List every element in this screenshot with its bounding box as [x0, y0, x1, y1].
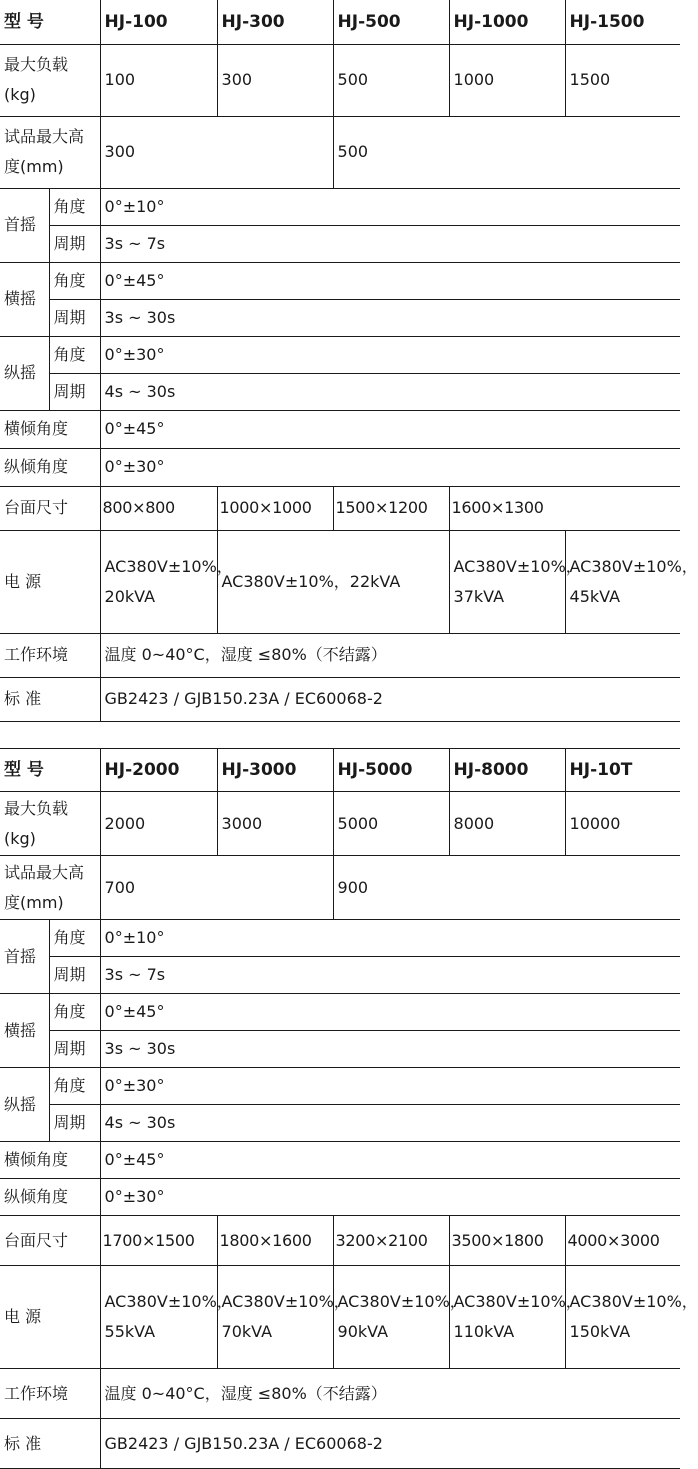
power-value: AC380V±10%，90kVA: [333, 1266, 449, 1369]
roll-label: 横摇: [0, 994, 49, 1068]
table-size-value: 1000×1000: [217, 486, 333, 530]
power-value: AC380V±10%，55kVA: [100, 1266, 217, 1369]
heel-row: [0, 410, 680, 448]
power-label: 电 源: [0, 530, 100, 633]
max-load-value: 5000: [333, 792, 449, 856]
roll-period-row: [0, 1031, 680, 1068]
roll-angle-value: 0°±45°: [100, 994, 680, 1031]
model-name: HJ-500: [333, 0, 449, 44]
heel-value: 0°±45°: [100, 1142, 680, 1179]
table-size-value: 1600×1300: [449, 486, 680, 530]
max-load-row: [0, 44, 680, 116]
max-height-value: 900: [333, 856, 680, 920]
model-row: [0, 0, 680, 44]
max-height-row: [0, 116, 680, 188]
table-size-value: 3500×1800: [449, 1216, 565, 1266]
trim-row: [0, 448, 680, 486]
table-size-value: 3200×2100: [333, 1216, 449, 1266]
yaw-period-label: 周期: [49, 373, 100, 410]
yaw-label: 纵摇: [0, 336, 49, 410]
roll-period-label: 周期: [49, 1031, 100, 1068]
spec-table-1: [0, 0, 698, 722]
roll-angle-value: 0°±45°: [100, 262, 680, 299]
trim-value: 0°±30°: [100, 448, 680, 486]
power-row: [0, 1266, 680, 1369]
power-value: AC380V±10%，37kVA: [449, 530, 565, 633]
max-height-value: 700: [100, 856, 333, 920]
yaw-angle-value: 0°±30°: [100, 336, 680, 373]
pitch-angle-value: 0°±10°: [100, 920, 680, 957]
power-value: AC380V±10%，45kVA: [565, 530, 680, 633]
env-label: 工作环境: [0, 633, 100, 677]
max-height-row: [0, 856, 680, 920]
env-value: 温度 0~40°C，湿度 ≤80%（不结露）: [100, 1369, 680, 1419]
pitch-period-value: 3s ~ 7s: [100, 225, 680, 262]
power-value: AC380V±10%，22kVA: [217, 530, 449, 633]
pitch-angle-label: 角度: [49, 920, 100, 957]
table-size-label: 台面尺寸: [0, 1216, 100, 1266]
env-value: 温度 0~40°C，湿度 ≤80%（不结露）: [100, 633, 680, 677]
pitch-angle-label: 角度: [49, 188, 100, 225]
roll-label: 横摇: [0, 262, 49, 336]
max-load-label: 最大负载(kg): [0, 792, 100, 856]
pitch-period-label: 周期: [49, 225, 100, 262]
model-name: HJ-3000: [217, 749, 333, 792]
model-name: HJ-5000: [333, 749, 449, 792]
max-load-value: 2000: [100, 792, 217, 856]
pitch-period-row: [0, 225, 680, 262]
pitch-angle-row: [0, 188, 680, 225]
pitch-period-value: 3s ~ 7s: [100, 957, 680, 994]
pitch-label: 首摇: [0, 188, 49, 262]
env-label: 工作环境: [0, 1369, 100, 1419]
trim-label: 纵倾角度: [0, 448, 100, 486]
model-name: HJ-100: [100, 0, 217, 44]
yaw-period-row: [0, 1105, 680, 1142]
max-load-value: 8000: [449, 792, 565, 856]
standard-row: [0, 1419, 680, 1469]
max-height-value: 300: [100, 116, 333, 188]
pitch-angle-row: [0, 920, 680, 957]
table-size-value: 800×800: [100, 486, 217, 530]
heel-row: [0, 1142, 680, 1179]
roll-period-value: 3s ~ 30s: [100, 299, 680, 336]
trim-value: 0°±30°: [100, 1179, 680, 1216]
power-value: AC380V±10%，20kVA: [100, 530, 217, 633]
yaw-period-label: 周期: [49, 1105, 100, 1142]
pitch-period-label: 周期: [49, 957, 100, 994]
yaw-angle-label: 角度: [49, 336, 100, 373]
max-load-value: 100: [100, 44, 217, 116]
roll-period-value: 3s ~ 30s: [100, 1031, 680, 1068]
table-size-label: 台面尺寸: [0, 486, 100, 530]
roll-angle-label: 角度: [49, 994, 100, 1031]
power-label: 电 源: [0, 1266, 100, 1369]
power-value: AC380V±10%，110kVA: [449, 1266, 565, 1369]
pitch-label: 首摇: [0, 920, 49, 994]
yaw-period-value: 4s ~ 30s: [100, 1105, 680, 1142]
standard-value: GB2423 / GJB150.23A / EC60068-2: [100, 1419, 680, 1469]
model-name: HJ-8000: [449, 749, 565, 792]
model-name: HJ-1000: [449, 0, 565, 44]
model-label: 型 号: [0, 749, 100, 792]
yaw-angle-label: 角度: [49, 1068, 100, 1105]
roll-angle-label: 角度: [49, 262, 100, 299]
table-size-row: [0, 486, 680, 530]
pitch-angle-value: 0°±10°: [100, 188, 680, 225]
model-name: HJ-1500: [565, 0, 680, 44]
env-row: [0, 633, 680, 677]
max-load-value: 1500: [565, 44, 680, 116]
model-name: HJ-2000: [100, 749, 217, 792]
spec-table-2: [0, 748, 698, 1469]
max-load-row: [0, 792, 680, 856]
trim-row: [0, 1179, 680, 1216]
heel-label: 横倾角度: [0, 410, 100, 448]
heel-label: 横倾角度: [0, 1142, 100, 1179]
max-load-value: 500: [333, 44, 449, 116]
max-load-value: 300: [217, 44, 333, 116]
roll-angle-row: [0, 994, 680, 1031]
max-load-label: 最大负载(kg): [0, 44, 100, 116]
table-size-value: 1500×1200: [333, 486, 449, 530]
power-row: [0, 530, 680, 633]
max-height-label: 试品最大高度(mm): [0, 116, 100, 188]
yaw-angle-row: [0, 336, 680, 373]
env-row: [0, 1369, 680, 1419]
model-name: HJ-300: [217, 0, 333, 44]
model-row: [0, 749, 680, 792]
standard-row: [0, 677, 680, 721]
standard-value: GB2423 / GJB150.23A / EC60068-2: [100, 677, 680, 721]
roll-period-label: 周期: [49, 299, 100, 336]
roll-period-row: [0, 299, 680, 336]
model-label: 型 号: [0, 0, 100, 44]
max-load-value: 3000: [217, 792, 333, 856]
yaw-period-value: 4s ~ 30s: [100, 373, 680, 410]
table-size-row: [0, 1216, 680, 1266]
yaw-period-row: [0, 373, 680, 410]
model-name: HJ-10T: [565, 749, 680, 792]
power-value: AC380V±10%，150kVA: [565, 1266, 680, 1369]
max-load-value: 1000: [449, 44, 565, 116]
yaw-label: 纵摇: [0, 1068, 49, 1142]
power-value: AC380V±10%，70kVA: [217, 1266, 333, 1369]
max-height-value: 500: [333, 116, 680, 188]
roll-angle-row: [0, 262, 680, 299]
table-size-value: 1800×1600: [217, 1216, 333, 1266]
max-height-label: 试品最大高度(mm): [0, 856, 100, 920]
heel-value: 0°±45°: [100, 410, 680, 448]
trim-label: 纵倾角度: [0, 1179, 100, 1216]
standard-label: 标 准: [0, 677, 100, 721]
table-size-value: 4000×3000: [565, 1216, 680, 1266]
max-load-value: 10000: [565, 792, 680, 856]
table-gap: [0, 727, 680, 748]
standard-label: 标 准: [0, 1419, 100, 1469]
pitch-period-row: [0, 957, 680, 994]
yaw-angle-row: [0, 1068, 680, 1105]
table-size-value: 1700×1500: [100, 1216, 217, 1266]
yaw-angle-value: 0°±30°: [100, 1068, 680, 1105]
